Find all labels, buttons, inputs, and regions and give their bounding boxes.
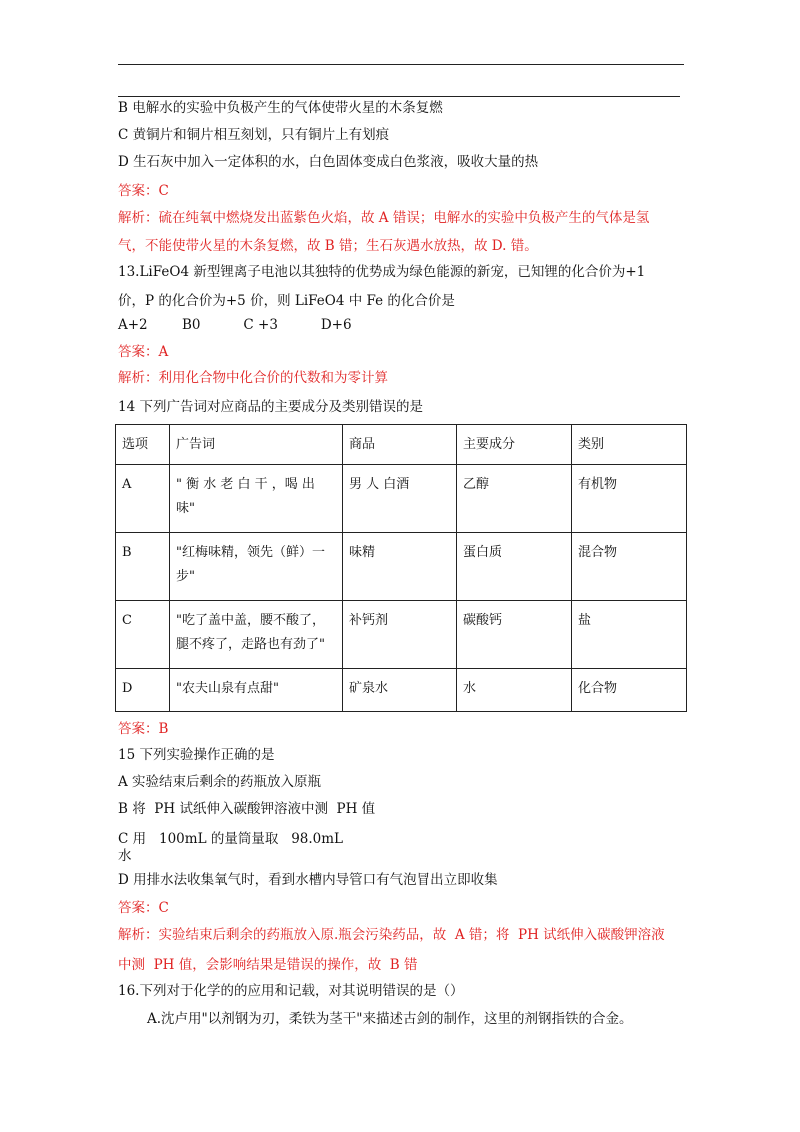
q13-stem-line1: 13.LiFeO4 新型锂离子电池以其独特的优势成为绿色能源的新宠，已知锂的化合价为+1 [118,264,646,280]
q15-stem: 15 下列实验操作正确的是 [118,747,275,763]
table-header-cell: 选项 [116,425,170,465]
q12-option-d: D 生石灰中加入一定体积的水，白色固体变成白色浆液，吸收大量的热 [118,154,539,170]
table-cell-component: 蛋白质 [457,533,572,601]
table-cell-product: 矿泉水 [343,669,457,712]
table-header-cell: 类别 [572,425,687,465]
q15-option-b: B 将 PH 试纸伸入碳酸钾溶液中测 PH 值 [118,801,376,817]
q15-option-c-line2: 水 [118,848,132,864]
table-row [116,465,687,533]
table-cell-product: 补钙剂 [343,601,457,669]
table-row [116,601,687,669]
table-header-cell: 广告词 [170,425,343,465]
q12-explanation-line1: 解析：硫在纯氧中燃烧发出蓝紫色火焰，故 A 错误；电解水的实验中负极产生的气体是氢 [118,210,650,226]
q15-option-c-line1: C 用 100mL 的量筒量取 98.0mL [118,831,344,847]
table-cell-option: B [116,533,170,601]
q16-stem: 16.下列对于化学的的应用和记载，对其说明错误的是（） [118,983,464,999]
q12-answer: 答案：C [118,183,169,199]
table-cell-slogan: " 衡 水 老 白 干 ，喝 出 味" [170,465,343,533]
q15-explanation-line1: 解析：实验结束后剩余的药瓶放入原.瓶会污染药品，故 A 错；将 PH 试纸伸入碳酸钾溶液 [118,927,665,943]
q13-options: A+2 B0 C +3 D+6 [118,317,352,333]
q12-option-c: C 黄铜片和铜片相互刻划，只有铜片上有划痕 [118,127,390,143]
table-header-row [116,425,687,465]
table-cell-option: C [116,601,170,669]
header-rule-top [118,64,684,65]
q15-explanation-line2: 中测 PH 值，会影响结果是错误的操作，故 B 错 [118,957,418,973]
table-cell-slogan: "农夫山泉有点甜" [170,669,343,712]
header-rule-bottom [118,96,680,97]
table-header-cell: 主要成分 [457,425,572,465]
table-cell-slogan: "红梅味精，领先（鲜）一 步" [170,533,343,601]
q13-stem-line2: 价，P 的化合价为+5 价，则 LiFeO4 中 Fe 的化合价是 [118,293,455,309]
table-cell-option: D [116,669,170,712]
q15-answer: 答案：C [118,900,169,916]
table-cell-category: 盐 [572,601,687,669]
advertisement-table [115,424,687,712]
table-row [116,533,687,601]
table-row [116,669,687,712]
table-cell-product: 男 人 白酒 [343,465,457,533]
table-cell-component: 乙醇 [457,465,572,533]
table-cell-option: A [116,465,170,533]
q15-option-a: A 实验结束后剩余的药瓶放入原瓶 [118,774,322,790]
q13-answer: 答案：A [118,344,169,360]
table-cell-category: 混合物 [572,533,687,601]
q14-stem: 14 下列广告词对应商品的主要成分及类别错误的是 [118,399,423,415]
q12-explanation-line2: 气，不能使带火星的木条复燃，故 B 错；生石灰遇水放热，故 D. 错。 [118,238,538,254]
q12-option-b: B 电解水的实验中负极产生的气体使带火星的木条复燃 [118,100,443,116]
table-cell-slogan: "吃了盖中盖，腰不酸了， 腿不疼了，走路也有劲了" [170,601,343,669]
q14-answer: 答案：B [118,721,169,737]
table-cell-category: 有机物 [572,465,687,533]
table-cell-product: 味精 [343,533,457,601]
table-cell-category: 化合物 [572,669,687,712]
table-cell-component: 碳酸钙 [457,601,572,669]
table-cell-component: 水 [457,669,572,712]
q16-option-a: A.沈卢用"以剂钢为刃，柔铁为茎干"来描述古剑的制作，这里的剂钢指铁的合金。 [147,1011,633,1027]
q13-explanation: 解析：利用化合物中化合价的代数和为零计算 [118,370,388,386]
q15-option-d: D 用排水法收集氧气时，看到水槽内导管口有气泡冒出立即收集 [118,872,498,888]
table-header-cell: 商品 [343,425,457,465]
